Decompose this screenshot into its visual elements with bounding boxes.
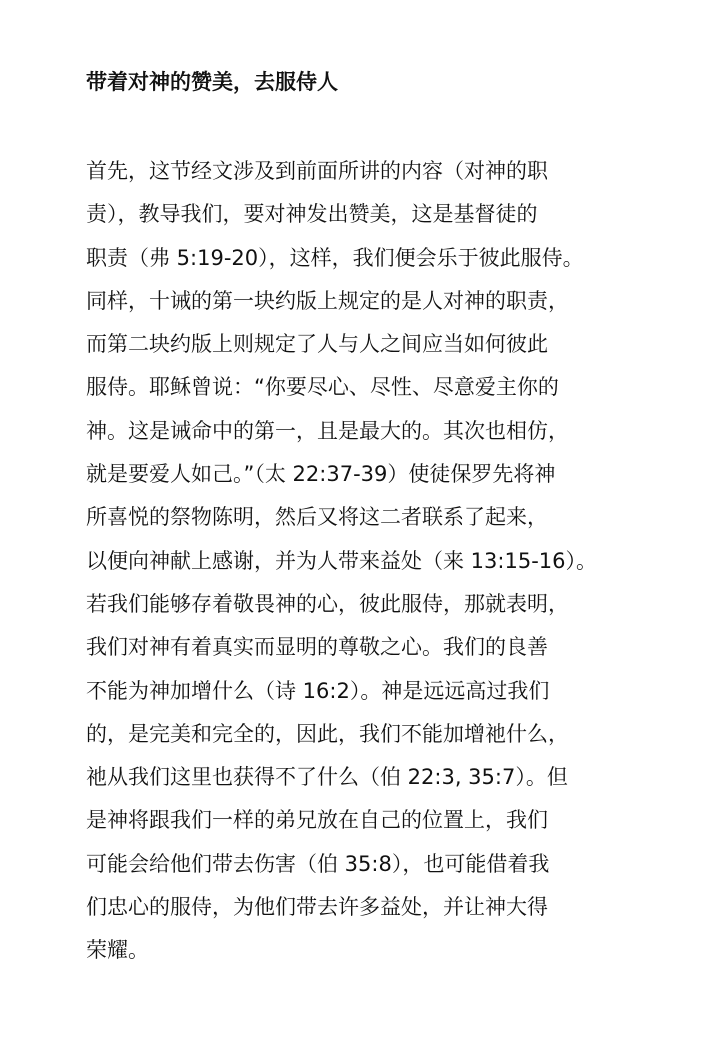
text-line: 而第二块约版上则规定了人与人之间应当如何彼此 bbox=[86, 332, 548, 357]
text-line: 不能为神加增什么（诗 16:2）。神是远远高过我们 bbox=[86, 678, 550, 703]
text-line: 首先，这节经文涉及到前面所讲的内容（对神的职 bbox=[86, 159, 548, 183]
text-line: 职责（弗 5:19-20），这样，我们便会乐于彼此服侍。 bbox=[86, 245, 584, 270]
text-line: 荣耀。 bbox=[86, 938, 149, 963]
text-line: 神。这是诫命中的第一，且是最大的。其次也相仿， bbox=[86, 418, 569, 443]
text-line: 们忠心的服侍，为他们带去许多益处，并让神大得 bbox=[86, 895, 548, 920]
text-line: 就是要爱人如己。”（太 22:37-39）使徒保罗先将神 bbox=[86, 462, 556, 487]
text-line: 若我们能够存着敬畏神的心，彼此服侍，那就表明， bbox=[86, 591, 569, 616]
text-line: 是神将跟我们一样的弟兄放在自己的位置上，我们 bbox=[86, 808, 548, 833]
text-line: 可能会给他们带去伤害（伯 35:8），也可能借着我 bbox=[86, 851, 550, 876]
text-line: 同样，十诫的第一块约版上规定的是人对神的职责， bbox=[86, 288, 569, 313]
text-line: 的，是完美和完全的，因此，我们不能加增祂什么， bbox=[86, 721, 569, 746]
text-line: 以便向神献上感谢，并为人带来益处（来 13:15-16）。 bbox=[86, 548, 597, 573]
text-line: 所喜悦的祭物陈明，然后又将这二者联系了起来， bbox=[86, 505, 548, 530]
text-line: 我们对神有着真实而显明的尊敬之心。我们的良善 bbox=[86, 635, 548, 660]
body-paragraph bbox=[86, 150, 696, 973]
text-line: 祂从我们这里也获得不了什么（伯 22:3, 35:7）。但 bbox=[86, 765, 568, 790]
document-title: 带着对神的赞美，去服侍人 bbox=[86, 70, 338, 94]
text-line: 服侍。耶稣曾说：“你要尽心、尽性、尽意爱主你的 bbox=[86, 375, 559, 400]
text-line: 责），教导我们，要对神发出赞美，这是基督徒的 bbox=[86, 202, 538, 227]
